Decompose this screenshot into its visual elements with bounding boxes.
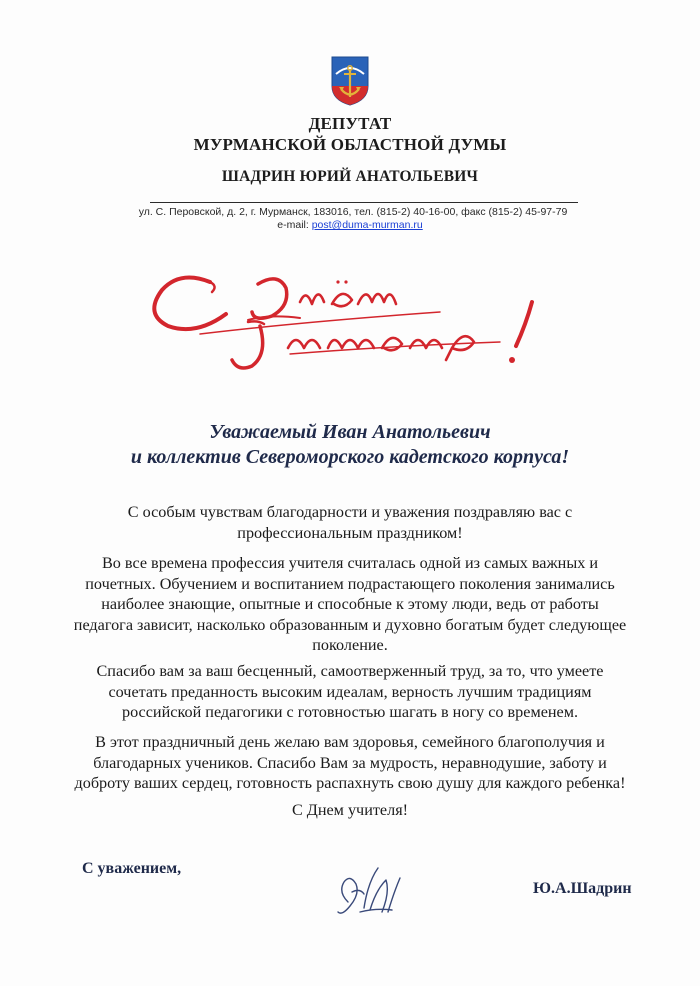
greeting-calligraphy [140, 262, 560, 377]
signature-icon [330, 862, 410, 926]
paragraph-5: С Днем учителя! [291, 801, 409, 819]
paragraph-3: Спасибо вам за ваш бесценный, самоотверженный труд, за то, что умеете сочетать преданность высоким идеалам, верность лучшим традициям российской педагогики с готовностью шагать в ногу со временем. [96, 662, 604, 721]
deputy-title: ДЕПУТАТ [308, 114, 392, 133]
letterhead-divider [150, 202, 578, 203]
salutation-line-2: и коллектив Североморского кадетского корпуса! [130, 446, 570, 468]
coat-of-arms-icon [331, 56, 369, 106]
paragraph-4: В этот праздничный день желаю вам здоровья, семейного благополучия и благодарных учеников. Спасибо Вам за мудрость, неравнодушие, заботу и доброту ваших сердец, готовность распахнуть свою душу для каждого ребенка! [74, 733, 626, 792]
signer-name: Ю.А.Шадрин [533, 880, 632, 897]
closing-regards: С уважением, [82, 860, 182, 877]
paragraph-1: С особым чувствам благодарности и уважения поздравляю вас с профессиональным праздником! [127, 503, 573, 542]
paragraph-2: Во все времена профессия учителя считалась одной из самых важных и почетных. Обучением и воспитанием подрастающего поколения занимались наиболее знающие, опытные и способные к этому люди, ведь от работы педагога зависит, насколько образованным и духовно богатым будет следующее поколение. [73, 554, 627, 654]
duma-title: МУРМАНСКОЙ ОБЛАСТНОЙ ДУМЫ [193, 135, 507, 154]
deputy-name: ШАДРИН ЮРИЙ АНАТОЛЬЕВИЧ [221, 168, 479, 185]
email-link[interactable]: post@duma-murman.ru [311, 219, 423, 231]
email-label: e-mail: [277, 219, 312, 231]
email-line [0, 219, 700, 231]
salutation-line-1: Уважаемый Иван Анатольевич [209, 421, 491, 443]
address-line: ул. С. Перовской, д. 2, г. Мурманск, 183016, тел. (815-2) 40-16-00, факс (815-2) 45-97-79 [138, 206, 568, 218]
